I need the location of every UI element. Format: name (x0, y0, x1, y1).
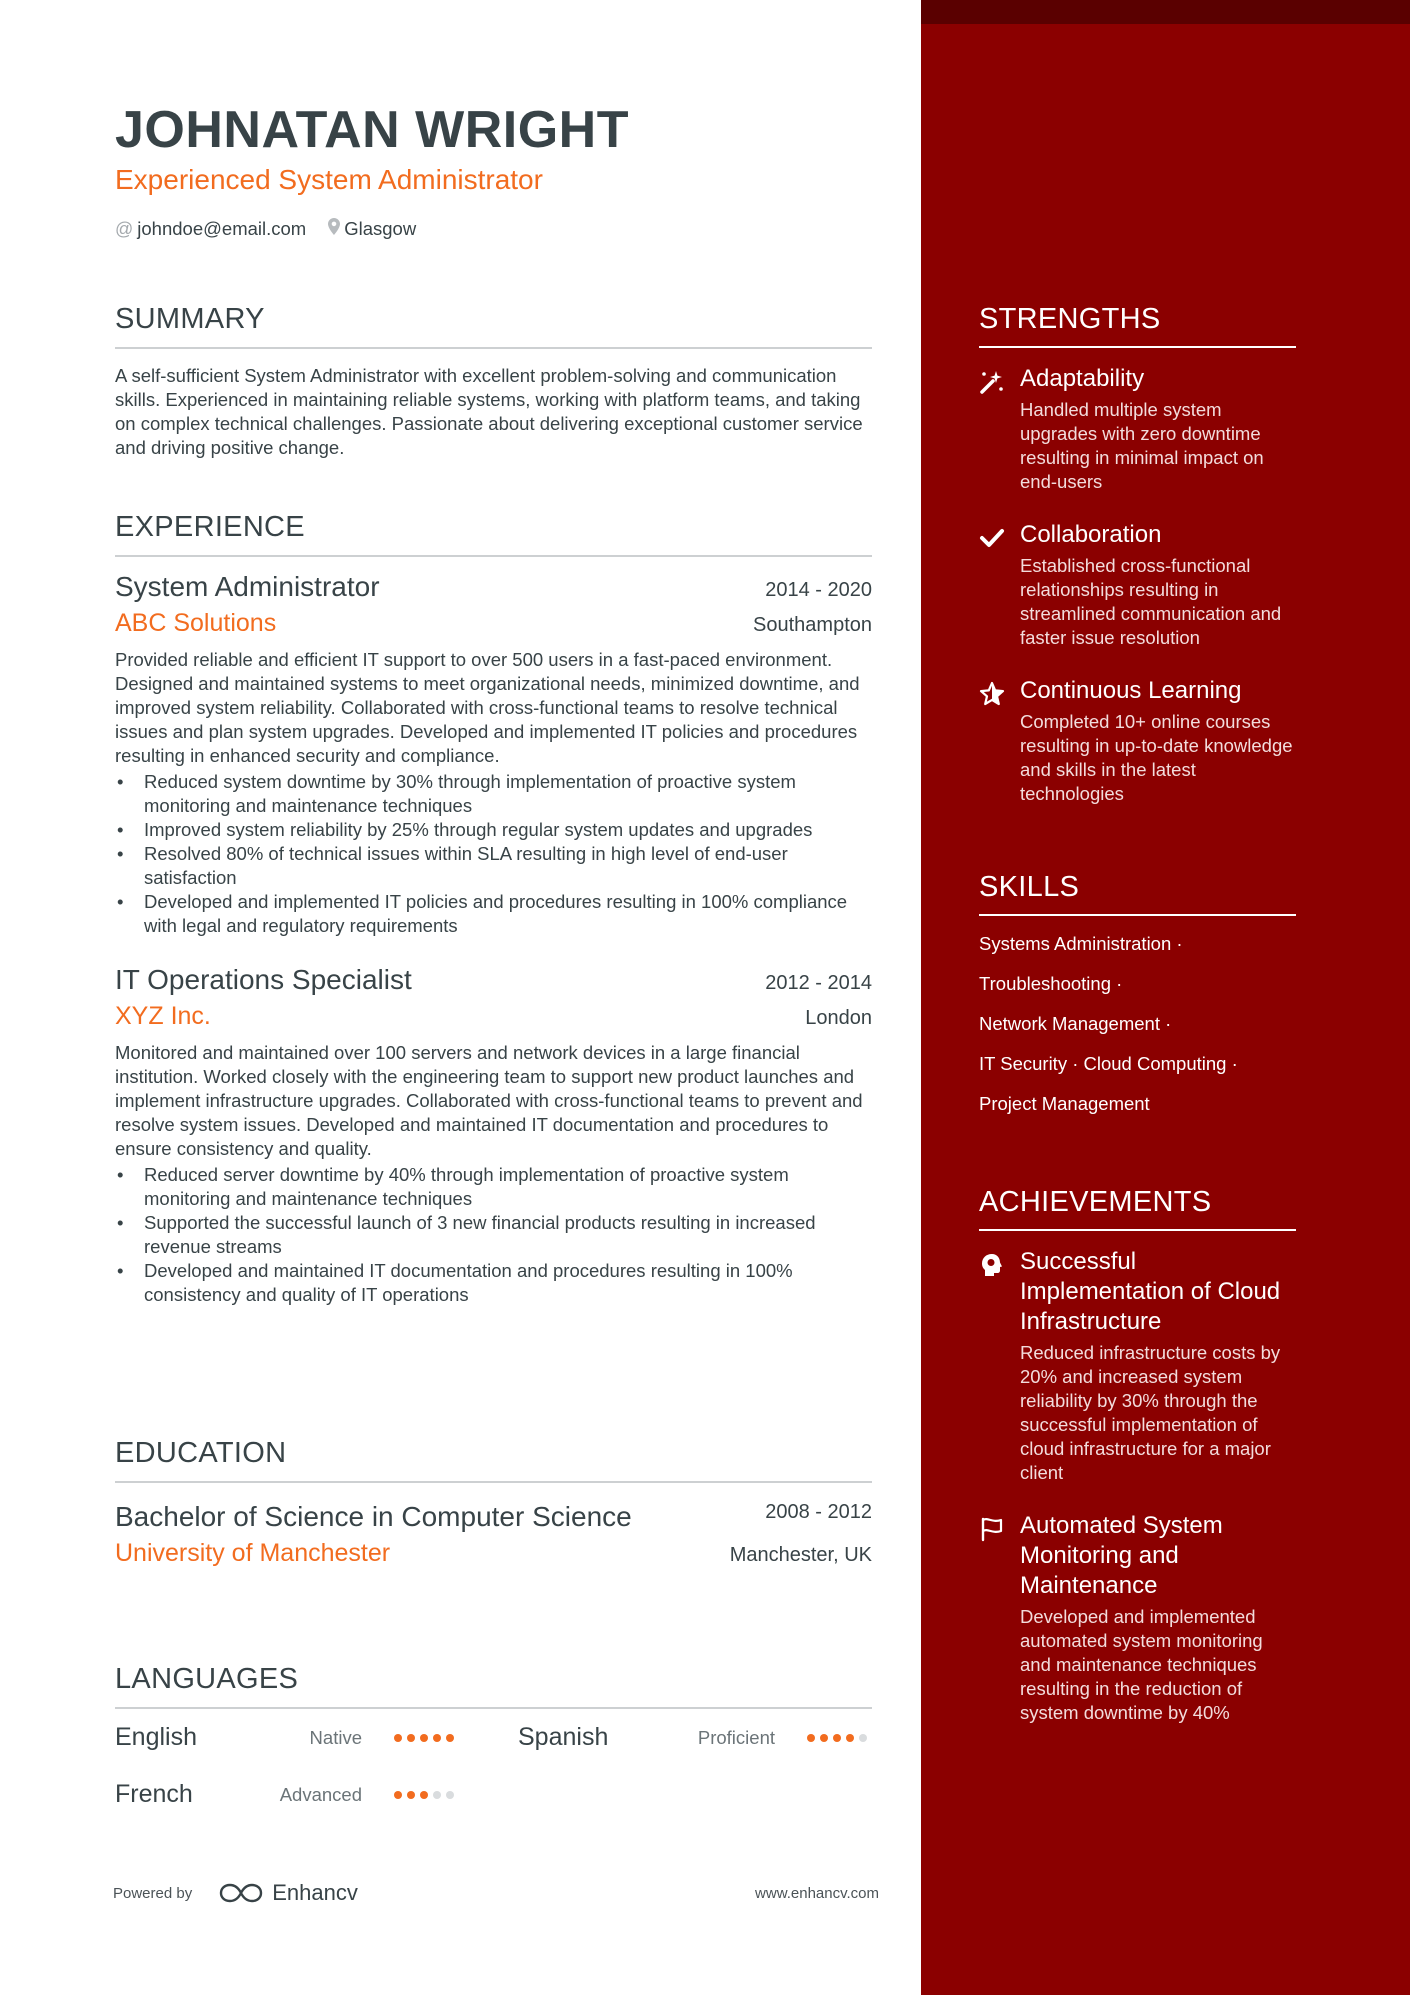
candidate-name: JOHNATAN WRIGHT (115, 101, 629, 159)
strength-item (979, 520, 1296, 650)
skill-line: Troubleshooting · (979, 973, 1123, 994)
rating-dot-filled (394, 1734, 402, 1742)
experience-entry (115, 571, 872, 938)
rating-dot-filled (420, 1791, 428, 1799)
checkmark-icon (979, 525, 1005, 551)
languages-section (115, 1663, 872, 1823)
job-company: ABC Solutions (115, 609, 277, 637)
skills-heading: SKILLS (979, 871, 1296, 916)
rating-dot-filled (407, 1791, 415, 1799)
experience-entry (115, 964, 872, 1307)
strengths-section (979, 303, 1296, 806)
achievement-description: Reduced infrastructure costs by 20% and increased system reliability by 30% through the successful implementation of cloud infrastructure for a major client (1020, 1342, 1281, 1483)
language-rating (394, 1791, 459, 1799)
job-bullet: • Developed and maintained IT documentation and procedures resulting in 100% consistency and quality of IT operations (115, 1259, 872, 1307)
candidate-title: Experienced System Administrator (115, 164, 543, 195)
rating-dot-filled (846, 1734, 854, 1742)
skill-line: Project Management (979, 1093, 1150, 1114)
rating-dot-filled (833, 1734, 841, 1742)
job-role: IT Operations Specialist (115, 964, 412, 995)
language-item-english (115, 1709, 518, 1766)
rating-dot-filled (433, 1734, 441, 1742)
rating-dot-filled (394, 1791, 402, 1799)
language-level: Proficient (697, 1726, 775, 1748)
contact-info (115, 218, 438, 240)
location-text: Glasgow (344, 218, 417, 239)
at-sign-icon: @ (115, 218, 134, 239)
email-text: johndoe@email.com (137, 218, 307, 239)
strength-title: Collaboration (1020, 521, 1162, 548)
strength-item (979, 364, 1296, 494)
job-bullet: • Supported the successful launch of 3 new financial products resulting in increased revenue streams (115, 1211, 872, 1259)
job-bullet: • Reduced system downtime by 30% through implementation of proactive system monitoring and maintenance techniques (115, 770, 872, 818)
job-bullets (115, 770, 872, 938)
experience-section (115, 511, 872, 1307)
languages-heading: LANGUAGES (115, 1663, 872, 1709)
achievement-title: Successful Implementation of Cloud Infrastructure (1020, 1248, 1281, 1335)
skill-line: Systems Administration · (979, 933, 1183, 954)
infinity-logo-icon (218, 1881, 264, 1905)
achievement-item (979, 1247, 1296, 1485)
experience-heading: EXPERIENCE (115, 511, 872, 557)
achievement-item (979, 1511, 1296, 1725)
rating-dot-filled (446, 1734, 454, 1742)
language-name: French (115, 1780, 193, 1808)
job-dates: 2014 - 2020 (765, 579, 872, 601)
job-dates: 2012 - 2014 (765, 972, 872, 994)
skill-line: IT Security · Cloud Computing · (979, 1053, 1238, 1074)
strength-title: Adaptability (1020, 365, 1145, 392)
job-bullet: • Developed and implemented IT policies and procedures resulting in 100% compliance with legal and regulatory requirements (115, 890, 872, 938)
job-description: Monitored and maintained over 100 servers and network devices in a large financial institution. Worked closely with the engineering team to support new product launches and implement infrastructure upgrades. Collaborated with cross-functional teams to prevent and resolve system issues. Developed and maintained IT documentation and procedures to ensure consistency and quality. (115, 1042, 863, 1159)
education-dates: 2008 - 2012 (765, 1501, 872, 1523)
rating-dot-filled (420, 1734, 428, 1742)
job-role: System Administrator (115, 571, 380, 602)
strength-description: Handled multiple system upgrades with zero downtime resulting in minimal impact on end-users (1020, 399, 1264, 492)
skills-section (979, 871, 1296, 1116)
job-bullet: • Reduced server downtime by 40% through implementation of proactive system monitoring and maintenance techniques (115, 1163, 872, 1211)
language-level: Advanced (279, 1783, 362, 1805)
job-location: London (805, 1007, 872, 1029)
job-description: Provided reliable and efficient IT support to over 500 users in a fast-paced environment. Designed and maintained systems to meet organizational needs, minimized downtime, and improved system reliability. Collaborated with cross-functional teams to resolve technical issues and plan system upgrades. Developed and implemented IT policies and procedures resulting in enhanced security and compliance. (115, 649, 860, 766)
degree-title: Bachelor of Science in Computer Science (115, 1501, 632, 1532)
education-heading: EDUCATION (115, 1437, 872, 1483)
language-name: Spanish (518, 1723, 609, 1751)
sidebar-top-band (921, 0, 1410, 24)
job-company: XYZ Inc. (115, 1002, 211, 1030)
school-location: Manchester, UK (729, 1544, 872, 1566)
language-item-spanish (518, 1709, 872, 1766)
language-rating (394, 1734, 459, 1742)
job-bullet: • Resolved 80% of technical issues within SLA resulting in high level of end-user satisfaction (115, 842, 872, 890)
contact-location (328, 218, 416, 240)
head-brain-icon (979, 1252, 1005, 1278)
powered-by-text: Powered by (113, 1884, 193, 1902)
education-section (115, 1437, 872, 1568)
language-name: English (115, 1723, 197, 1751)
school-name: University of Manchester (115, 1539, 391, 1567)
achievement-title: Automated System Monitoring and Maintenance (1020, 1512, 1223, 1599)
strengths-heading: STRENGTHS (979, 303, 1296, 348)
footer (113, 1880, 879, 1906)
website-link[interactable]: www.enhancv.com (755, 1884, 879, 1902)
brand-logo[interactable] (218, 1880, 358, 1906)
rating-dot-empty (859, 1734, 867, 1742)
rating-dot-filled (807, 1734, 815, 1742)
rating-dot-empty (446, 1791, 454, 1799)
language-rating (807, 1734, 872, 1742)
achievement-description: Developed and implemented automated system monitoring and maintenance techniques resulting in the reduction of system downtime by 40% (1020, 1606, 1263, 1723)
strength-title: Continuous Learning (1020, 677, 1242, 704)
strength-description: Completed 10+ online courses resulting in up-to-date knowledge and skills in the latest technologies (1020, 711, 1293, 804)
magic-wand-icon (979, 369, 1005, 395)
summary-section (115, 303, 872, 460)
strength-description: Established cross-functional relationships resulting in streamlined communication and faster issue resolution (1020, 555, 1282, 648)
rating-dot-filled (820, 1734, 828, 1742)
summary-heading: SUMMARY (115, 303, 872, 349)
job-location: Southampton (753, 614, 872, 636)
rating-dot-empty (433, 1791, 441, 1799)
sidebar (921, 0, 1410, 1995)
language-level: Native (309, 1726, 362, 1748)
brand-name: Enhancv (272, 1880, 358, 1905)
flag-icon (979, 1516, 1005, 1542)
skill-line: Network Management · (979, 1013, 1172, 1034)
language-item-french (115, 1766, 459, 1823)
job-bullet: • Improved system reliability by 25% through regular system updates and upgrades (115, 818, 872, 842)
achievements-section (979, 1186, 1296, 1725)
contact-email[interactable] (115, 218, 306, 240)
strength-item (979, 676, 1296, 806)
star-icon (979, 681, 1005, 707)
job-bullets (115, 1163, 872, 1307)
achievements-heading: ACHIEVEMENTS (979, 1186, 1296, 1231)
location-pin-icon (328, 218, 340, 240)
summary-text: A self-sufficient System Administrator with excellent problem-solving and communication skills. Experienced in maintaining reliable systems, working with platform teams, and taking on complex technical challenges. Passionate about delivering exceptional customer service and driving positive change. (115, 365, 863, 458)
rating-dot-filled (407, 1734, 415, 1742)
